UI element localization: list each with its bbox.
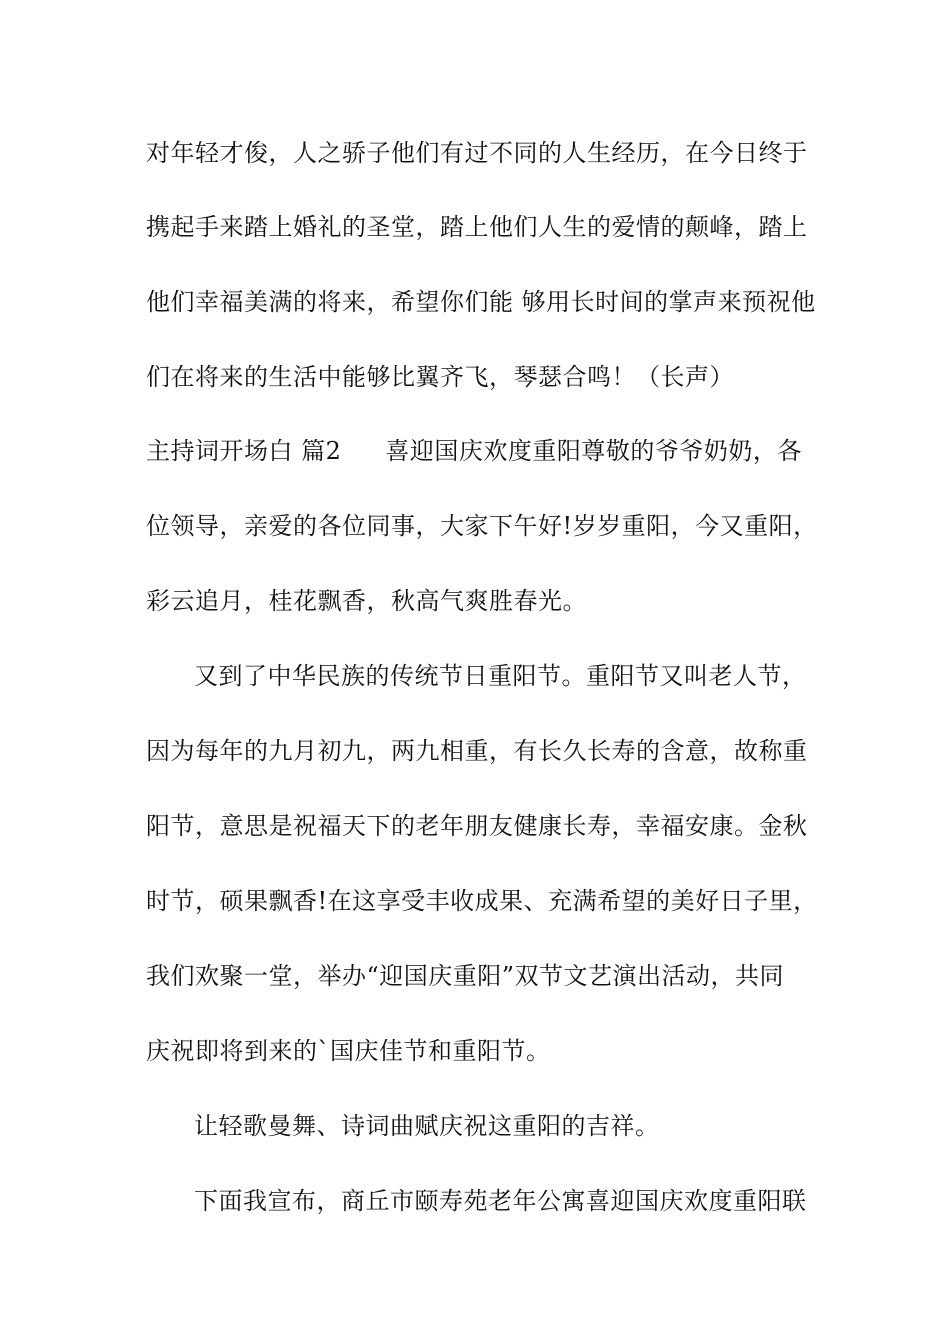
section-heading: 主持词开场白 篇2 (146, 437, 342, 465)
text-line: 他们幸福美满的将来，希望你们能 够用长时间的掌声来预祝他 (146, 288, 816, 316)
text-line: 携起手来踏上婚礼的圣堂，踏上他们人生的爱情的颠峰，踏上 (146, 213, 808, 241)
text-line: 庆祝即将到来的`国庆佳节和重阳节。 (146, 1037, 551, 1065)
text-line: 们在将来的生活中能够比翼齐飞，琴瑟合鸣！（长声） (146, 363, 734, 391)
section-heading-line (146, 436, 826, 466)
text-line: 时节，硕果飘香!在这享受丰收成果、充满希望的美好日子里， (146, 887, 818, 915)
text-line: 我们欢聚一堂，举办“迎国庆重阳”双节文艺演出活动，共同 (146, 962, 785, 990)
text-line: 让轻歌曼舞、诗词曲赋庆祝这重阳的吉祥。 (194, 1112, 660, 1140)
text-line: 又到了中华民族的传统节日重阳节。重阳节又叫老人节， (194, 662, 807, 690)
text-line: 下面我宣布，商丘市颐寿苑老年公寓喜迎国庆欢度重阳联 (194, 1187, 807, 1215)
text-line: 因为每年的九月初九，两九相重，有长久长寿的含意，故称重 (146, 737, 808, 765)
text-line: 彩云追月，桂花飘香，秋高气爽胜春光。 (146, 587, 587, 615)
text-line: 位领导，亲爱的各位同事，大家下午好!岁岁重阳，今又重阳， (146, 512, 818, 540)
text-line: 阳节，意思是祝福天下的老年朋友健康长寿，幸福安康。金秋 (146, 812, 808, 840)
text-line: 对年轻才俊，人之骄子他们有过不同的人生经历，在今日终于 (146, 139, 808, 167)
text-line: 喜迎国庆欢度重阳尊敬的爷爷奶奶，各 (385, 437, 802, 465)
